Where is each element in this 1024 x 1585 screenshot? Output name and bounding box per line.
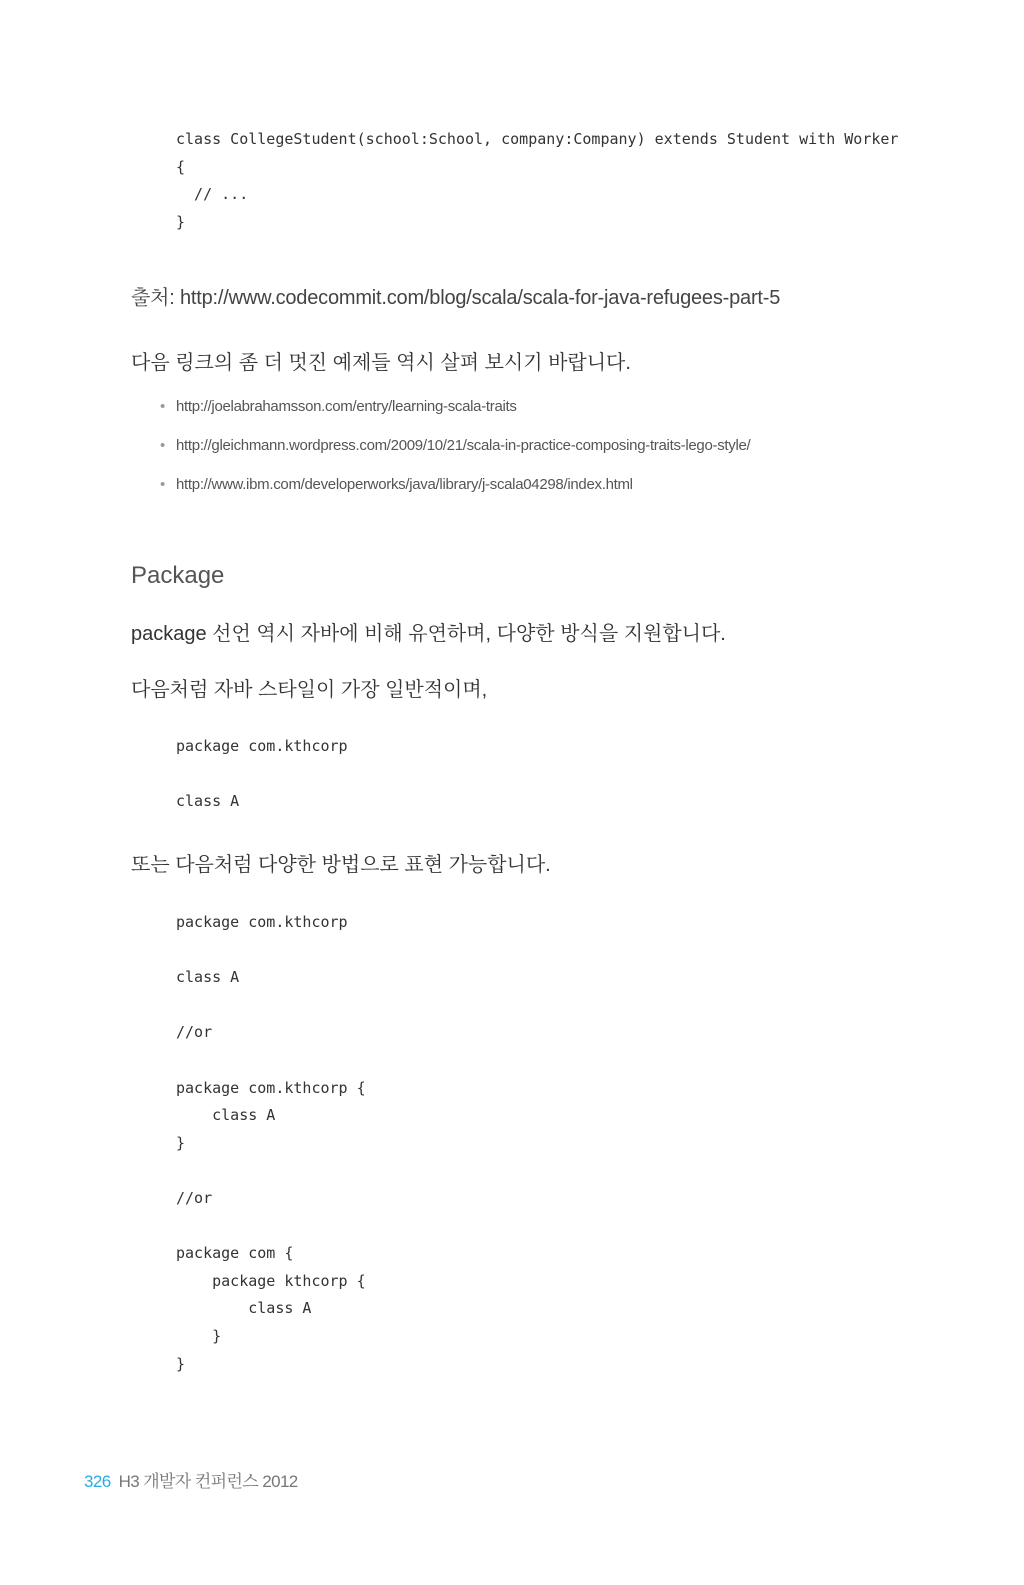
source-citation bbox=[131, 281, 780, 310]
bullet-icon: • bbox=[160, 398, 165, 415]
page-number: 326 bbox=[84, 1472, 111, 1491]
section-heading: Package bbox=[131, 562, 225, 589]
paragraph: package 선언 역시 자바에 비해 유연하며, 다양한 방식을 지원합니다. bbox=[131, 623, 726, 645]
link[interactable]: http://www.ibm.com/developerworks/java/library/j-scala04298/index.html bbox=[176, 476, 633, 493]
source-url[interactable]: http://www.codecommit.com/blog/scala/scala-for-java-refugees-part-5 bbox=[179, 287, 781, 309]
list-item bbox=[160, 476, 750, 515]
paragraph: 또는 다음처럼 다양한 방법으로 표현 가능합니다. bbox=[131, 854, 551, 876]
book-title: H3 개발자 컨퍼런스 2012 bbox=[118, 1472, 298, 1491]
paragraph: 다음처럼 자바 스타일이 가장 일반적이며, bbox=[131, 679, 488, 701]
code-block-java-style: package com.kthcorp class A bbox=[176, 737, 348, 811]
link[interactable]: http://gleichmann.wordpress.com/2009/10/21/scala-in-practice-composing-traits-lego-style/ bbox=[176, 437, 751, 454]
source-label: 출처: bbox=[131, 287, 175, 309]
list-item bbox=[160, 437, 750, 476]
bullet-icon: • bbox=[160, 437, 165, 454]
link-list bbox=[160, 398, 750, 515]
code-block-package-variants: package com.kthcorp class A //or package com.kthcorp { class A } //or package com { package kthcorp { class A } } bbox=[176, 913, 366, 1373]
list-item bbox=[160, 398, 750, 437]
code-block-traits: class CollegeStudent(school:School, company:Company) extends Student with Worker { // ... } bbox=[176, 130, 899, 231]
page-footer bbox=[84, 1467, 298, 1492]
link[interactable]: http://joelabrahamsson.com/entry/learning-scala-traits bbox=[176, 398, 517, 415]
bullet-icon: • bbox=[160, 476, 165, 493]
links-intro-text: 다음 링크의 좀 더 멋진 예제들 역시 살펴 보시기 바랍니다. bbox=[131, 352, 631, 374]
